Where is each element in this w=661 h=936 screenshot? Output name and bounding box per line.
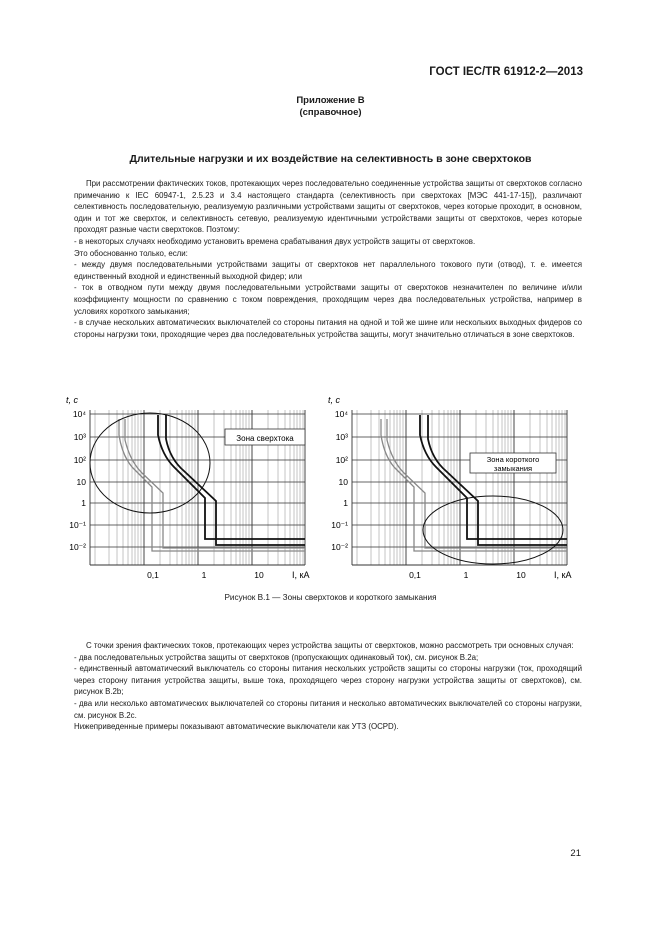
x-tick: 1: [201, 570, 207, 580]
figure-b1: [60, 385, 580, 585]
y-tick: 1: [343, 498, 348, 508]
y-tick: 10⁻¹: [69, 520, 86, 530]
intro-paragraph: При рассмотрении фактических токов, протекающих через последовательно соединенные устройства защиты от сверхтоков согласно примечанию к IEC 60947-1, 2.5.23 и 3.4 настоящего стандарта (селективность при сверхтоках [МЭС 441-17-15]), различают селективность последовательную, реализуемую различными устройствами защиты от сверхтоков, через которые проходит, в основном, один и тот же сверхток, и селективность сетевую, реализуемую идентичными устройствами защиты от сверхтоков, через которые проходят разные части сверхтоков. Поэтому:: [74, 179, 582, 235]
left-y-axis-label: t, с: [66, 395, 79, 405]
y-tick: 10⁻¹: [331, 520, 348, 530]
intro-paragraph: - между двумя последовательными устройствами защиты от сверхтоков нет параллельного токового пути (отвод), т. е. имеется единственный входной и единственный выходной фидер; или: [74, 260, 582, 281]
x-tick: 0,1: [409, 570, 421, 580]
left-x-axis-label: I, кА: [292, 570, 310, 580]
annex-label: Приложение В: [296, 95, 365, 106]
standard-header: ГОСТ IEC/TR 61912-2—2013: [429, 66, 583, 78]
cases-paragraph: - два или несколько автоматических выключателей со стороны питания и несколько автоматических выключателей со стороны нагрузки, см. рисунок В.2с.: [74, 698, 582, 720]
y-tick: 10³: [335, 432, 348, 442]
intro-paragraph: - в случае нескольких автоматических выключателей со стороны питания на одной и той же шине или нескольких выходных фидеров со стороны нагрузки токи, проходящие через два последовательных устройства защиты, могут значительно отличаться в зоне сверхтоков.: [74, 318, 582, 339]
y-tick: 10: [76, 477, 86, 487]
x-tick: 1: [463, 570, 469, 580]
annex-type: (справочное): [299, 107, 362, 118]
right-chart: [328, 395, 571, 580]
x-tick: 0,1: [147, 570, 159, 580]
annex-heading: [0, 95, 661, 119]
right-zone-label-line1: Зона короткого: [486, 455, 540, 464]
right-zone-label-line2: замыкания: [493, 464, 533, 473]
cases-paragraph: - единственный автоматический выключатель со стороны питания нескольких устройств защиты со стороны нагрузки (ток, проходящий через сторону питания устройства защиты, выше тока, проходящего через сторону нагрузки устройства защиты от сверхтоков), см. рисунок В.2b;: [74, 664, 582, 697]
right-y-axis-label: t, с: [328, 395, 341, 405]
y-tick: 10⁴: [334, 409, 348, 419]
cases-text: [74, 640, 582, 733]
left-chart: [66, 395, 309, 580]
x-tick: 10: [516, 570, 526, 580]
intro-paragraph: - ток в отводном пути между двумя последовательными устройствами защиты от сверхтоков незначителен по величине и/или коэффициенту мощности по сравнению с током повреждения, проходящим через два последовательных устройства, например в условиях короткого замыкания;: [74, 283, 582, 316]
y-tick: 10⁴: [72, 409, 86, 419]
right-x-axis-label: I, кА: [554, 570, 572, 580]
y-tick: 1: [81, 498, 86, 508]
cases-paragraph: С точки зрения фактических токов, протекающих через устройства защиты от сверхтоков, можно рассмотреть три основных случая:: [86, 641, 574, 650]
cases-paragraph: Нижеприведенные примеры показывают автоматические выключатели как УТЗ (OCPD).: [74, 722, 399, 732]
cases-paragraph: - два последовательных устройства защиты от сверхтоков (пропускающих одинаковый ток), см. рисунок В.2а;: [74, 652, 479, 662]
intro-paragraph: Это обоснованно только, если:: [74, 248, 188, 258]
y-tick: 10: [338, 477, 348, 487]
y-tick: 10²: [335, 455, 348, 465]
left-zone-label: Зона сверхтока: [236, 434, 294, 443]
y-tick: 10⁻²: [69, 542, 86, 552]
x-tick: 10: [254, 570, 264, 580]
y-tick: 10²: [73, 455, 86, 465]
intro-text: [74, 178, 582, 340]
figure-caption: Рисунок В.1 — Зоны сверхтоков и короткого замыкания: [224, 593, 437, 602]
intro-paragraph: - в некоторых случаях необходимо установить времена срабатывания двух устройств защиты от сверхтоков.: [74, 236, 476, 246]
y-tick: 10³: [73, 432, 86, 442]
page-number: 21: [570, 848, 581, 859]
section-title: Длительные нагрузки и их воздействие на селективность в зоне сверхтоков: [129, 153, 532, 165]
y-tick: 10⁻²: [331, 542, 348, 552]
